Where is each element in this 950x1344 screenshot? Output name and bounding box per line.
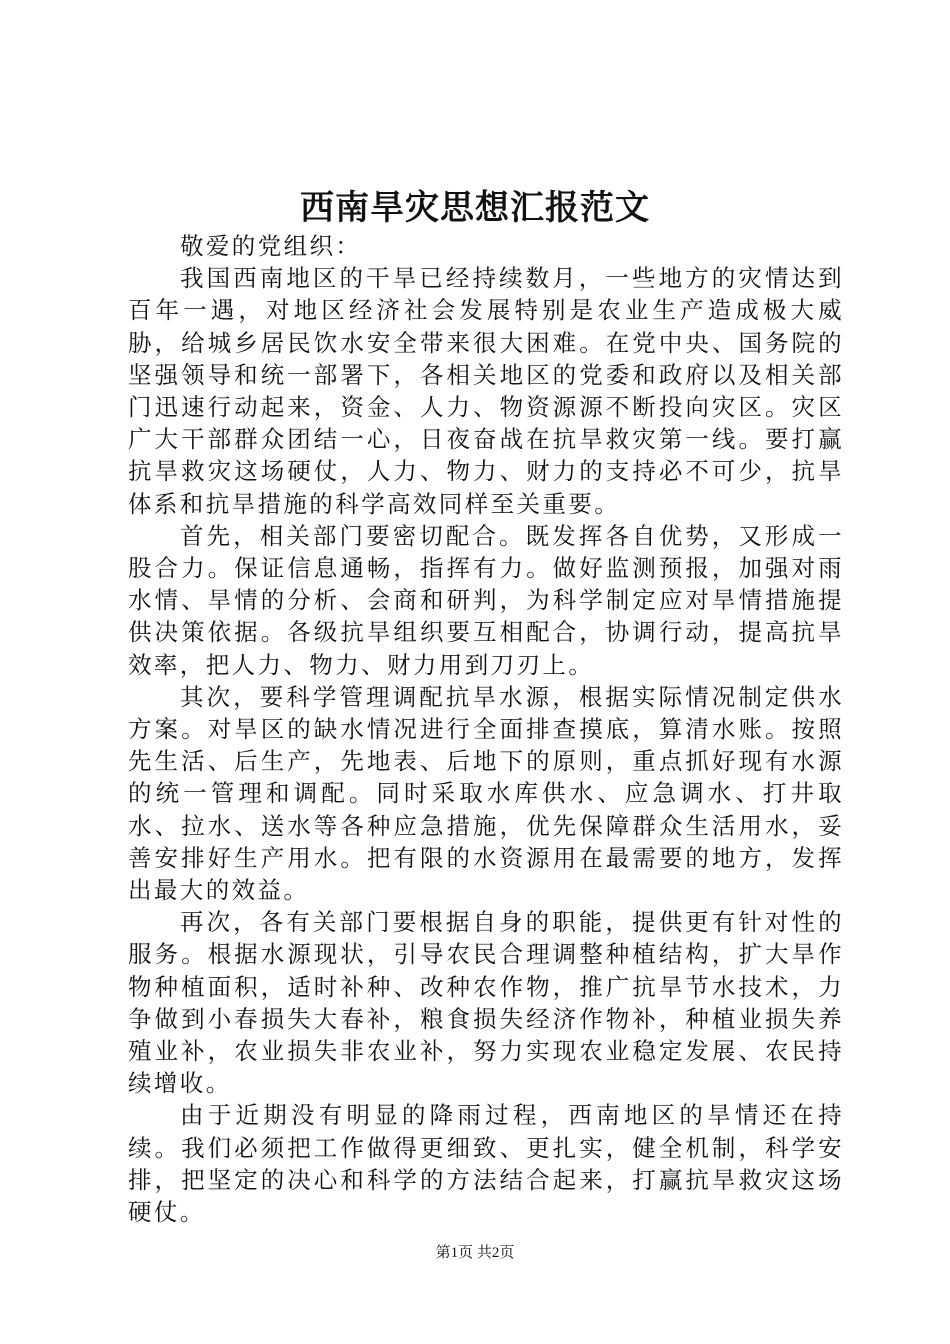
paragraph-4: 再次，各有关部门要根据自身的职能，提供更有针对性的服务。根据水源现状，引导农民合理调整种植结构，扩大旱作物种植面积，适时补种、改种农作物，推广抗旱节水技术，力争做到小春损失大春补，粮食损失经济作物补，种植业损失养殖业补，农业损失非农业补，努力实现农业稳定发展、农民持续增收。: [128, 908, 844, 1098]
document-title: 西南旱灾思想汇报范文: [300, 188, 650, 228]
paragraph-2: 首先，相关部门要密切配合。既发挥各自优势，又形成一股合力。保证信息通畅，指挥有力。做好监测预报，加强对雨水情、旱情的分析、会商和研判，为科学制定应对旱情措施提供决策依据。各级抗旱组织要互相配合，协调行动，提高抗旱效率，把人力、物力、财力用到刀刃上。: [128, 521, 844, 679]
document-body: [128, 230, 844, 1228]
paragraph-1: 我国西南地区的干旱已经持续数月，一些地方的灾情达到百年一遇，对地区经济社会发展特别是农业生产造成极大威胁，给城乡居民饮水安全带来很大困难。在党中央、国务院的坚强领导和统一部署下，各相关地区的党委和政府以及相关部门迅速行动起来，资金、人力、物资源源不断投向灾区。灾区广大干部群众团结一心，日夜奋战在抗旱救灾第一线。要打赢抗旱救灾这场硬仗，人力、物力、财力的支持必不可少，抗旱体系和抗旱措施的科学高效同样至关重要。: [128, 264, 844, 518]
page-number-footer: 第1页 共2页: [435, 1245, 515, 1261]
paragraph-5: 由于近期没有明显的降雨过程，西南地区的旱情还在持续。我们必须把工作做得更细致、更扎实，健全机制，科学安排，把坚定的决心和科学的方法结合起来，打赢抗旱救灾这场硬仗。: [128, 1101, 844, 1227]
salutation: 敬爱的党组织：: [180, 232, 362, 260]
paragraph-3: 其次，要科学管理调配抗旱水源，根据实际情况制定供水方案。对旱区的缺水情况进行全面排查摸底，算清水账。按照先生活、后生产，先地表、后地下的原则，重点抓好现有水源的统一管理和调配。同时采取水库供水、应急调水、打井取水、拉水、送水等各种应急措施，优先保障群众生活用水，妥善安排好生产用水。把有限的水资源用在最需要的地方，发挥出最大的效益。: [128, 682, 844, 905]
